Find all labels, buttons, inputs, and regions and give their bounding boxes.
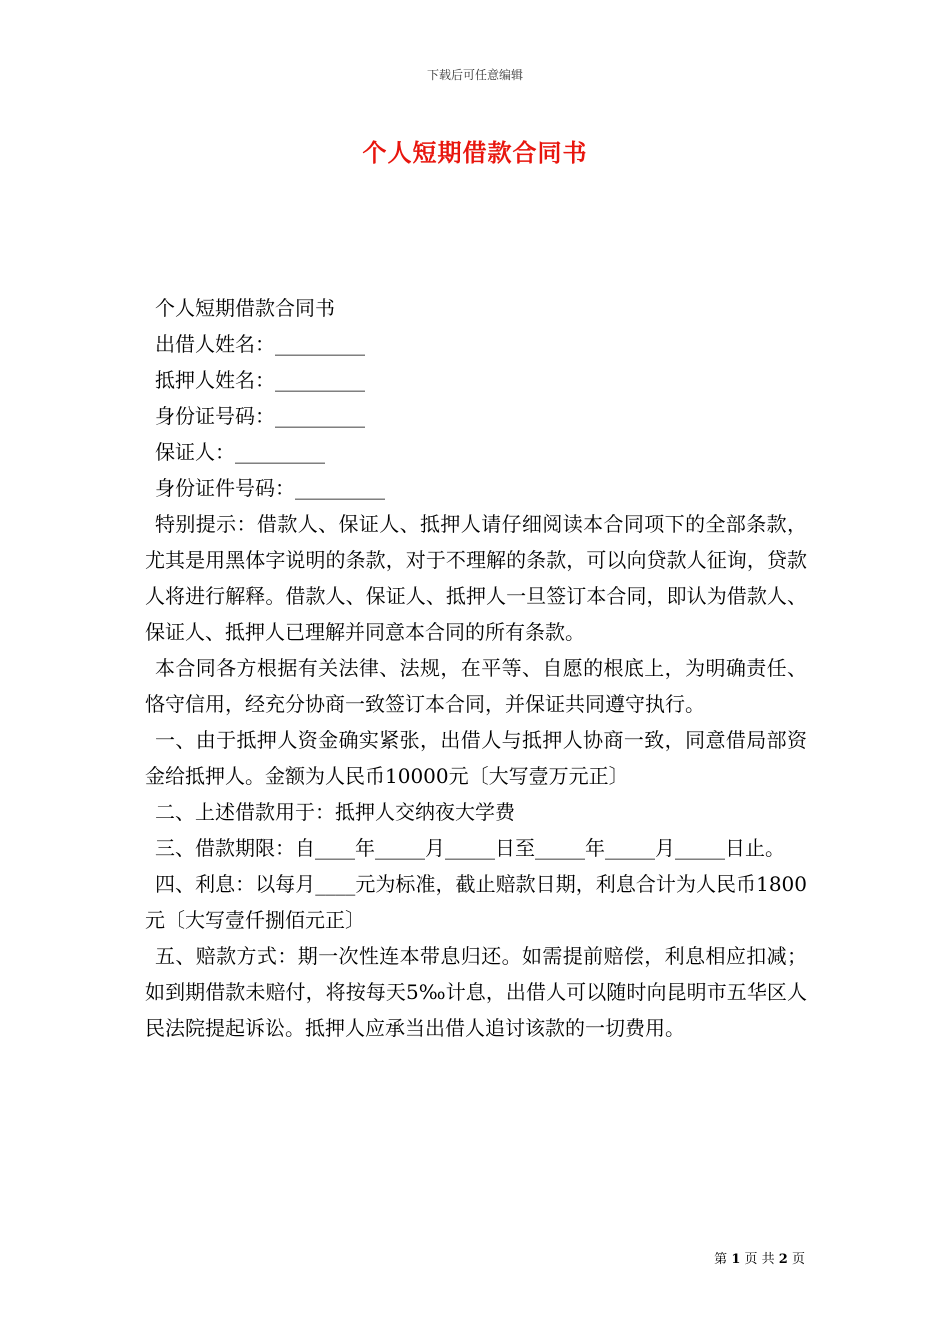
page-middle: 页 共	[744, 1252, 775, 1267]
preamble-paragraph: 本合同各方根据有关法律、法规，在平等、自愿的根底上，为明确责任、恪守信用，经充分协商一致签订本合同，并保证共同遵守执行。	[145, 656, 807, 716]
page-total: 2	[778, 1252, 788, 1267]
document-body	[145, 290, 807, 1046]
clause-3: 三、借款期限：自____年_____月_____日至_____年_____月_____日止。	[155, 836, 785, 860]
page-current: 1	[731, 1252, 741, 1267]
clause-1: 一、由于抵押人资金确实紧张，出借人与抵押人协商一致，同意借局部资金给抵押人。金额为人民币10000元〔大写壹万元正〕	[145, 728, 807, 788]
page-suffix: 页	[791, 1252, 805, 1267]
special-notice-paragraph: 特别提示：借款人、保证人、抵押人请仔细阅读本合同项下的全部条款，尤其是用黑体字说明的条款，对于不理解的条款，可以向贷款人征询，贷款人将进行解释。借款人、保证人、抵押人一旦签订本合同，即认为借款人、保证人、抵押人已理解并同意本合同的所有条款。	[145, 512, 807, 644]
page-number	[714, 1248, 805, 1267]
lender-name-field: 出借人姓名：_________	[155, 332, 365, 356]
document-title: 个人短期借款合同书	[362, 138, 588, 167]
id-document-number-field: 身份证件号码：_________	[155, 476, 385, 500]
id-number-field: 身份证号码：_________	[155, 404, 365, 428]
contract-heading: 个人短期借款合同书	[155, 296, 335, 320]
header-note: 下载后可任意编辑	[426, 68, 523, 82]
clause-4: 四、利息：以每月____元为标准，截止赔款日期，利息合计为人民币1800元〔大写壹仟捌佰元正〕	[145, 872, 807, 932]
clause-2: 二、上述借款用于：抵押人交纳夜大学费	[155, 800, 515, 824]
clause-5: 五、赔款方式：期一次性连本带息归还。如需提前赔偿，利息相应扣减；如到期借款未赔付，将按每天5‰计息，出借人可以随时向昆明市五华区人民法院提起诉讼。抵押人应承当出借人追讨该款的一切费用。	[145, 944, 807, 1040]
mortgagor-name-field: 抵押人姓名：_________	[155, 368, 365, 392]
page-prefix: 第	[714, 1252, 728, 1267]
guarantor-field: 保证人：_________	[155, 440, 325, 464]
